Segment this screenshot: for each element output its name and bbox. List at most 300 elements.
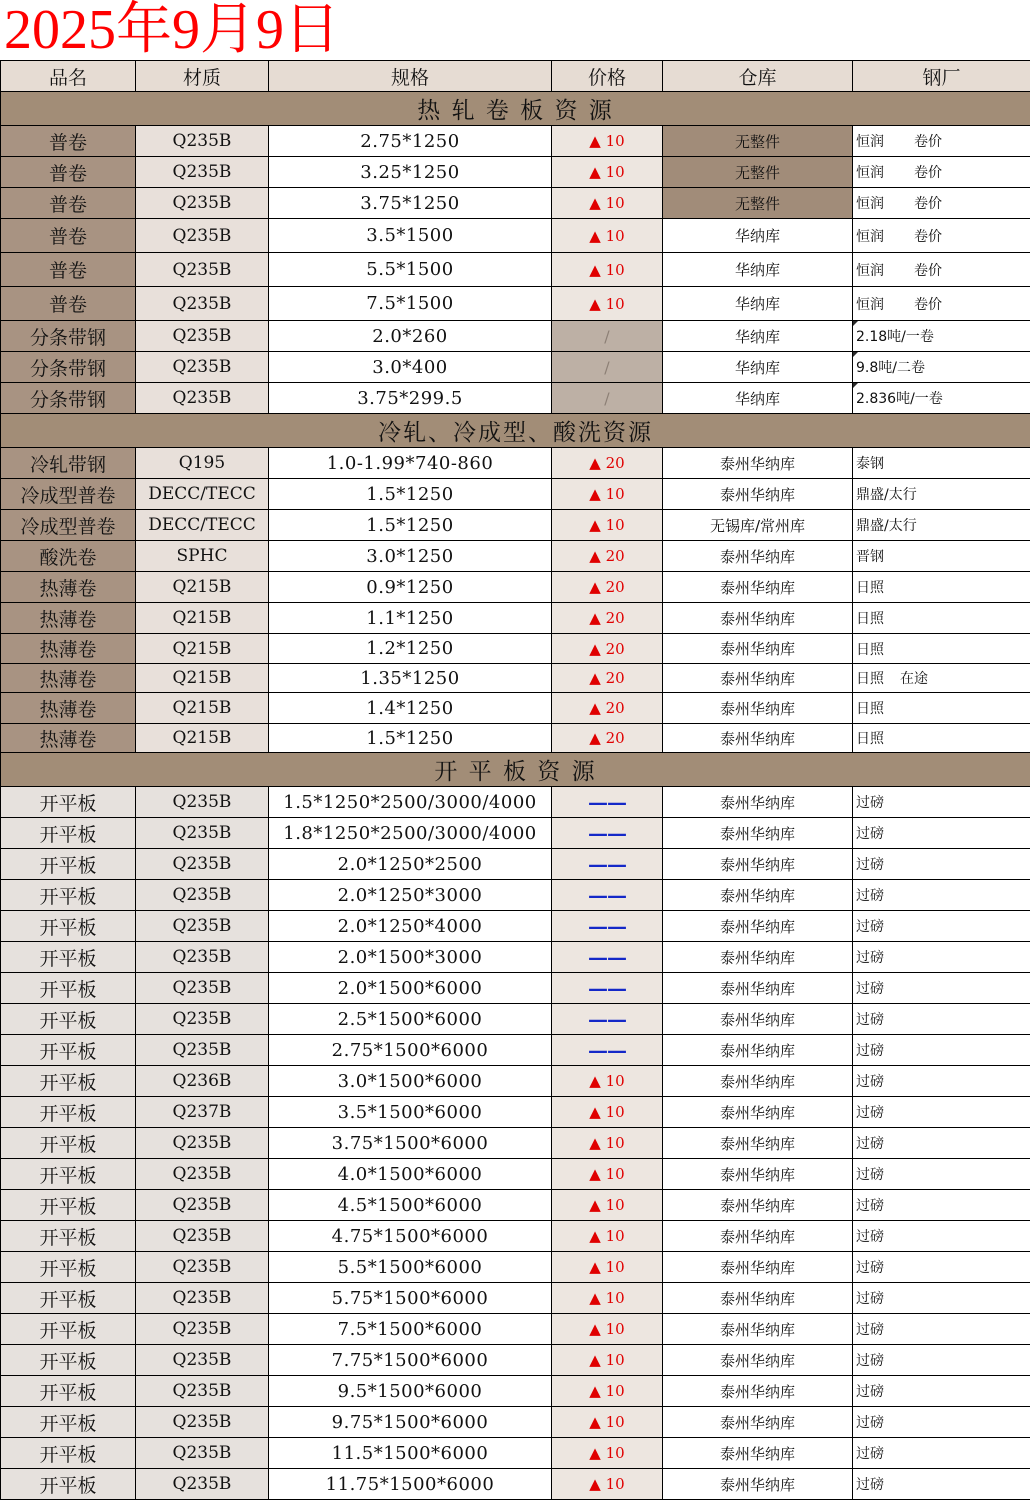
cell-material: Q237B [136,1097,269,1128]
price-change-value: 10 [606,485,625,503]
price-change-value: 20 [606,640,625,658]
cell-name: 开平板 [1,1469,136,1500]
cell-name: 开平板 [1,787,136,818]
price-change-value: 10 [606,1103,625,1121]
price-change-value: 10 [606,1382,625,1400]
mill-name: 2.18吨/一卷 [856,329,934,345]
cell-material: Q235B [136,219,269,253]
cell-material: Q235B [136,942,269,973]
price-change-value: 10 [606,194,625,212]
cell-spec: 1.8*1250*2500/3000/4000 [269,818,552,849]
cell-price [552,818,663,849]
up-triangle-icon: ▲ [589,132,601,150]
cell-warehouse: 华纳库 [663,219,853,253]
cell-mill [853,1159,1030,1190]
cell-warehouse: 泰州华纳库 [663,1159,853,1190]
price-change-value: 10 [606,1444,625,1462]
cell-price [552,1035,663,1066]
cell-mill [853,1066,1030,1097]
cell-warehouse: 无锡库/常州库 [663,510,853,541]
cell-mill [853,1469,1030,1500]
cell-spec: 11.75*1500*6000 [269,1469,552,1500]
table-row [1,942,1030,973]
cell-spec: 11.5*1500*6000 [269,1438,552,1469]
price-change-value: 10 [606,227,625,245]
cell-mill [853,157,1030,188]
cell-warehouse: 泰州华纳库 [663,1345,853,1376]
page-title: 2025年9月9日 [4,0,340,60]
cell-name: 开平板 [1,1376,136,1407]
mill-name: 过磅 [856,1136,884,1152]
cell-spec: 3.5*1500 [269,219,552,253]
up-triangle-icon: ▲ [589,1475,601,1493]
cell-name: 热薄卷 [1,724,136,753]
up-triangle-icon: ▲ [589,163,601,181]
cell-spec: 3.75*1250 [269,188,552,219]
price-change-value: 20 [606,547,625,565]
mill-name: 过磅 [856,1198,884,1214]
table-row [1,479,1030,510]
mill-name: 日照 [856,731,884,747]
section-hot-rolled [1,92,1030,414]
table-row [1,880,1030,911]
mill-name: 过磅 [856,981,884,997]
cell-name: 分条带钢 [1,383,136,414]
cell-price [552,157,663,188]
cell-name: 普卷 [1,157,136,188]
table-row [1,572,1030,603]
cell-material: Q235B [136,321,269,352]
cell-price [552,572,663,603]
col-header-warehouse: 仓库 [663,61,853,92]
table-row [1,1097,1030,1128]
cell-warehouse: 泰州华纳库 [663,1438,853,1469]
mill-name: 过磅 [856,1074,884,1090]
table-row [1,1035,1030,1066]
cell-warehouse: 泰州华纳库 [663,1407,853,1438]
table-row [1,188,1030,219]
mill-name: 过磅 [856,795,884,811]
cell-mill [853,1438,1030,1469]
price-change-value: 10 [606,1289,625,1307]
cell-price [552,942,663,973]
cell-material: Q235B [136,352,269,383]
cell-material: Q235B [136,818,269,849]
cell-price [552,634,663,664]
cell-material: Q235B [136,1283,269,1314]
slash-mark: / [604,327,609,346]
cell-material: Q235B [136,911,269,942]
cell-price [552,1252,663,1283]
section-title: 开 平 板 资 源 [1,753,1030,787]
price-change-value: 20 [606,729,625,747]
up-triangle-icon: ▲ [589,227,601,245]
mill-name: 过磅 [856,1353,884,1369]
section-header-row [1,414,1030,448]
cell-spec: 2.75*1500*6000 [269,1035,552,1066]
mill-name: 日照 [856,611,884,627]
table-row [1,1128,1030,1159]
flat-price-dash: —— [588,945,626,969]
price-change-value: 10 [606,1258,625,1276]
cell-name: 热薄卷 [1,572,136,603]
up-triangle-icon: ▲ [589,547,601,565]
cell-mill [853,1252,1030,1283]
cell-material: Q235B [136,1190,269,1221]
table-row [1,541,1030,572]
cell-spec: 1.5*1250 [269,724,552,753]
price-change-value: 20 [606,699,625,717]
cell-warehouse: 泰州华纳库 [663,880,853,911]
mill-note: 卷价 [914,263,942,279]
cell-mill [853,383,1030,414]
cell-mill [853,572,1030,603]
up-triangle-icon: ▲ [589,1227,601,1245]
cell-name: 开平板 [1,1190,136,1221]
cell-spec: 9.5*1500*6000 [269,1376,552,1407]
mill-note: 在途 [900,671,928,687]
cell-price [552,383,663,414]
cell-spec: 1.5*1250 [269,479,552,510]
cell-material: Q235B [136,188,269,219]
cell-name: 分条带钢 [1,352,136,383]
up-triangle-icon: ▲ [589,729,601,747]
cell-material: Q235B [136,849,269,880]
table-row [1,1469,1030,1500]
mill-name: 晋钢 [856,549,884,565]
table-row [1,1252,1030,1283]
cell-price [552,126,663,157]
up-triangle-icon: ▲ [589,1134,601,1152]
table-row [1,724,1030,753]
cell-mill [853,911,1030,942]
cell-mill [853,1376,1030,1407]
cell-warehouse: 华纳库 [663,253,853,287]
mill-name: 过磅 [856,857,884,873]
cell-spec: 2.0*1250*3000 [269,880,552,911]
slash-mark: / [604,358,609,377]
up-triangle-icon: ▲ [589,1258,601,1276]
up-triangle-icon: ▲ [589,1196,601,1214]
cell-warehouse: 泰州华纳库 [663,541,853,572]
mill-name: 过磅 [856,1446,884,1462]
cell-mill [853,510,1030,541]
cell-price [552,541,663,572]
cell-material: Q195 [136,448,269,479]
price-change-value: 10 [606,261,625,279]
cell-price [552,849,663,880]
flat-price-dash: —— [588,883,626,907]
cell-spec: 3.0*1500*6000 [269,1066,552,1097]
cell-mill [853,603,1030,634]
cell-price [552,787,663,818]
flat-price-dash: —— [588,914,626,938]
mill-name: 过磅 [856,1167,884,1183]
mill-name: 日照 [856,580,884,596]
cell-mill [853,219,1030,253]
cell-mill [853,973,1030,1004]
cell-name: 开平板 [1,1283,136,1314]
mill-name: 过磅 [856,1384,884,1400]
mill-name: 过磅 [856,826,884,842]
cell-spec: 9.75*1500*6000 [269,1407,552,1438]
table-row [1,603,1030,634]
cell-mill [853,1128,1030,1159]
cell-price [552,1128,663,1159]
cell-material: Q235B [136,1035,269,1066]
up-triangle-icon: ▲ [589,609,601,627]
cell-material: Q235B [136,126,269,157]
table-row [1,219,1030,253]
mill-name: 鼎盛/太行 [856,518,917,534]
cell-name: 开平板 [1,942,136,973]
price-change-value: 10 [606,163,625,181]
table-row [1,321,1030,352]
cell-warehouse: 泰州华纳库 [663,911,853,942]
cell-name: 普卷 [1,287,136,321]
cell-name: 热薄卷 [1,693,136,724]
price-change-value: 20 [606,669,625,687]
cell-material: Q235B [136,1345,269,1376]
cell-material: DECC/TECC [136,479,269,510]
cell-name: 开平板 [1,1159,136,1190]
cell-name: 开平板 [1,1097,136,1128]
table-header-body [1,61,1030,92]
cell-material: Q215B [136,664,269,693]
mill-name: 过磅 [856,888,884,904]
cell-price [552,973,663,1004]
table-row [1,1407,1030,1438]
cell-mill [853,253,1030,287]
price-change-value: 10 [606,1134,625,1152]
col-header-material: 材质 [136,61,269,92]
cell-material: Q235B [136,1128,269,1159]
section-header-row [1,753,1030,787]
up-triangle-icon: ▲ [589,261,601,279]
up-triangle-icon: ▲ [589,1165,601,1183]
cell-warehouse: 泰州华纳库 [663,1097,853,1128]
cell-mill [853,1283,1030,1314]
cell-name: 开平板 [1,1345,136,1376]
cell-material: Q235B [136,1159,269,1190]
cell-mill [853,541,1030,572]
cell-warehouse: 华纳库 [663,352,853,383]
cell-mill [853,1097,1030,1128]
up-triangle-icon: ▲ [589,669,601,687]
flat-price-dash: —— [588,976,626,1000]
price-change-value: 10 [606,1351,625,1369]
cell-warehouse: 泰州华纳库 [663,787,853,818]
mill-name: 恒润 [856,229,884,245]
cell-price [552,1066,663,1097]
cell-name: 普卷 [1,188,136,219]
cell-price [552,693,663,724]
cell-spec: 7.75*1500*6000 [269,1345,552,1376]
price-table [0,60,1030,1500]
cell-name: 开平板 [1,1004,136,1035]
cell-mill [853,1190,1030,1221]
section-header-row [1,92,1030,126]
mill-name: 恒润 [856,165,884,181]
mill-name: 日照 [856,701,884,717]
cell-name: 冷成型普卷 [1,479,136,510]
flat-price-dash: —— [588,1007,626,1031]
mill-name: 过磅 [856,1260,884,1276]
cell-material: Q235B [136,1469,269,1500]
cell-material: Q235B [136,880,269,911]
mill-name: 过磅 [856,1322,884,1338]
cell-spec: 1.2*1250 [269,634,552,664]
cell-material: Q235B [136,383,269,414]
cell-spec: 2.75*1250 [269,126,552,157]
mill-name: 日照 [856,642,884,658]
cell-material: Q215B [136,724,269,753]
table-row [1,1004,1030,1035]
flat-price-dash: —— [588,790,626,814]
table-row [1,911,1030,942]
cell-spec: 5.5*1500 [269,253,552,287]
cell-warehouse: 华纳库 [663,287,853,321]
table-row [1,1190,1030,1221]
section-title: 热 轧 卷 板 资 源 [1,92,1030,126]
table-row [1,1438,1030,1469]
table-row [1,157,1030,188]
cell-mill [853,1221,1030,1252]
cell-spec: 3.5*1500*6000 [269,1097,552,1128]
cell-warehouse: 泰州华纳库 [663,724,853,753]
cell-mill [853,448,1030,479]
table-row [1,287,1030,321]
cell-spec: 2.0*260 [269,321,552,352]
mill-name: 过磅 [856,1291,884,1307]
cell-name: 开平板 [1,973,136,1004]
col-header-name: 品名 [1,61,136,92]
up-triangle-icon: ▲ [589,1351,601,1369]
price-change-value: 10 [606,132,625,150]
cell-name: 热薄卷 [1,634,136,664]
mill-name: 日照 [856,671,884,687]
cell-spec: 3.75*299.5 [269,383,552,414]
cell-mill [853,479,1030,510]
cell-spec: 1.35*1250 [269,664,552,693]
cell-material: Q215B [136,693,269,724]
cell-mill [853,634,1030,664]
cell-name: 开平板 [1,1438,136,1469]
cell-warehouse: 泰州华纳库 [663,1314,853,1345]
cell-warehouse: 华纳库 [663,383,853,414]
cell-warehouse: 泰州华纳库 [663,942,853,973]
cell-price [552,510,663,541]
up-triangle-icon: ▲ [589,1413,601,1431]
cell-price [552,219,663,253]
cell-warehouse: 泰州华纳库 [663,1283,853,1314]
cell-name: 冷成型普卷 [1,510,136,541]
cell-material: Q215B [136,634,269,664]
cell-warehouse: 泰州华纳库 [663,1469,853,1500]
up-triangle-icon: ▲ [589,454,601,472]
cell-spec: 4.0*1500*6000 [269,1159,552,1190]
cell-mill [853,1314,1030,1345]
section-flat-plate [1,753,1030,1500]
cell-spec: 3.0*1250 [269,541,552,572]
up-triangle-icon: ▲ [589,1072,601,1090]
cell-material: Q235B [136,1376,269,1407]
cell-mill [853,321,1030,352]
price-change-value: 10 [606,1413,625,1431]
cell-price [552,479,663,510]
cell-warehouse: 泰州华纳库 [663,1128,853,1159]
cell-spec: 7.5*1500*6000 [269,1314,552,1345]
up-triangle-icon: ▲ [589,1444,601,1462]
table-row [1,787,1030,818]
cell-warehouse: 无整件 [663,157,853,188]
cell-warehouse: 泰州华纳库 [663,572,853,603]
table-row [1,1283,1030,1314]
table-row [1,1314,1030,1345]
table-row [1,1345,1030,1376]
up-triangle-icon: ▲ [589,1103,601,1121]
mill-name: 恒润 [856,134,884,150]
mill-name: 过磅 [856,1415,884,1431]
cell-name: 开平板 [1,1128,136,1159]
cell-warehouse: 泰州华纳库 [663,603,853,634]
cell-mill [853,126,1030,157]
price-change-value: 20 [606,578,625,596]
up-triangle-icon: ▲ [589,1320,601,1338]
price-change-value: 20 [606,609,625,627]
mill-name: 过磅 [856,1105,884,1121]
cell-price [552,1004,663,1035]
up-triangle-icon: ▲ [589,1382,601,1400]
section-title: 冷轧、冷成型、酸洗资源 [1,414,1030,448]
cell-spec: 1.0-1.99*740-860 [269,448,552,479]
cell-spec: 2.5*1500*6000 [269,1004,552,1035]
mill-note: 卷价 [914,196,942,212]
cell-material: Q235B [136,253,269,287]
table-row [1,849,1030,880]
cell-warehouse: 泰州华纳库 [663,1066,853,1097]
cell-mill [853,693,1030,724]
cell-price [552,1314,663,1345]
cell-name: 开平板 [1,880,136,911]
cell-price [552,1159,663,1190]
mill-note: 卷价 [914,134,942,150]
up-triangle-icon: ▲ [589,295,601,313]
cell-warehouse: 泰州华纳库 [663,448,853,479]
cell-warehouse: 泰州华纳库 [663,479,853,510]
cell-price [552,724,663,753]
cell-mill [853,1407,1030,1438]
cell-warehouse: 泰州华纳库 [663,1221,853,1252]
cell-warehouse: 泰州华纳库 [663,1252,853,1283]
cell-name: 热薄卷 [1,664,136,693]
cell-warehouse: 泰州华纳库 [663,818,853,849]
cell-mill [853,818,1030,849]
up-triangle-icon: ▲ [589,640,601,658]
slash-mark: / [604,389,609,408]
mill-name: 过磅 [856,1012,884,1028]
cell-material: Q235B [136,157,269,188]
cell-material: Q235B [136,1004,269,1035]
price-change-value: 10 [606,1196,625,1214]
cell-mill [853,787,1030,818]
mill-name: 过磅 [856,1477,884,1493]
cell-warehouse: 泰州华纳库 [663,634,853,664]
up-triangle-icon: ▲ [589,516,601,534]
cell-spec: 0.9*1250 [269,572,552,603]
price-change-value: 10 [606,295,625,313]
cell-name: 普卷 [1,219,136,253]
